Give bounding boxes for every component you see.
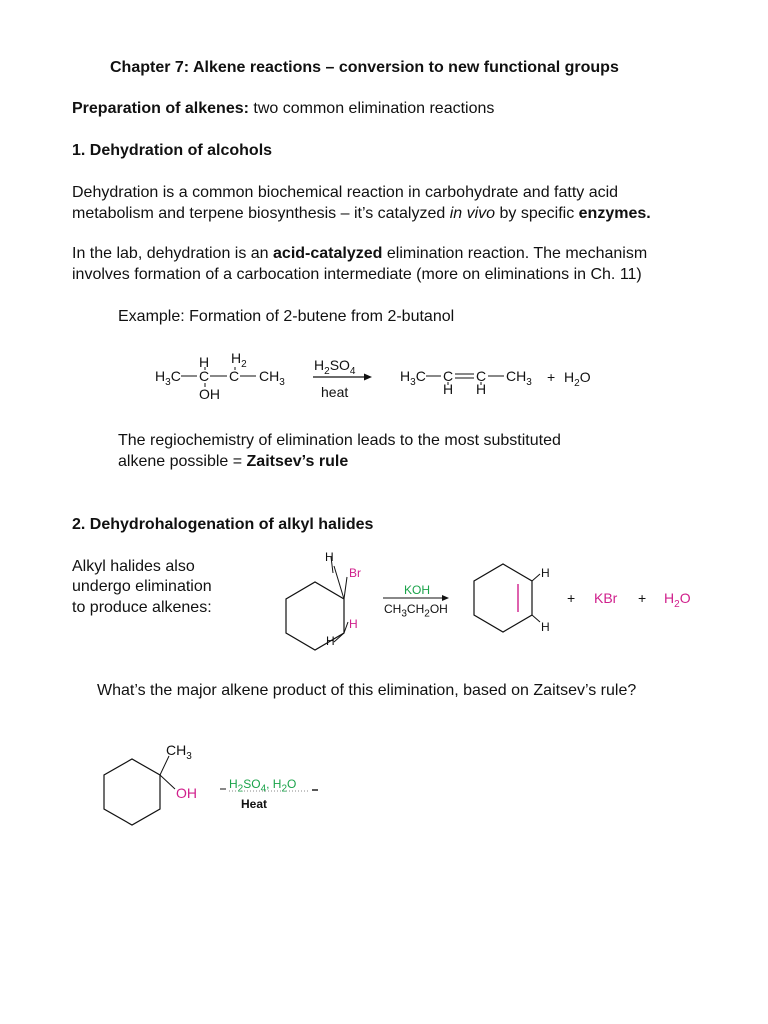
rxn1-ch3: $CH_3$	[259, 368, 285, 388]
rxn1-reagent: $H_2SO_4$	[314, 357, 356, 377]
zaitsev-text-a: alkene possible =	[118, 453, 247, 470]
para1-enzymes: enzymes.	[578, 205, 651, 222]
para2-text-a: In the lab, dehydration is an	[72, 245, 274, 262]
rxn1-p-c3: C	[476, 368, 487, 384]
para1-text-a: metabolism and terpene biosynthesis – it’s catalyzed	[72, 205, 450, 222]
rxn1-condition: heat	[321, 384, 349, 400]
rxn2-br: Br	[349, 566, 361, 580]
rxn1-c3: C	[229, 368, 240, 384]
rxn2-reagent: KOH	[404, 583, 431, 597]
rxn2-plus-2: +	[638, 590, 647, 606]
zaitsev-line1: The regiochemistry of elimination leads to the most substituted	[118, 432, 561, 449]
rxn1-p-h1: H	[443, 381, 454, 397]
section-1-heading: 1. Dehydration of alcohols	[72, 142, 273, 159]
alkyl-line1: Alkyl halides also	[72, 558, 195, 575]
page-title: Chapter 7: Alkene reactions – conversion to new functional groups	[110, 59, 619, 76]
para1-text-c: by specific	[495, 205, 579, 222]
rxn2-plus-1: +	[567, 590, 576, 606]
para1-in-vivo: in vivo	[449, 205, 496, 222]
rxn2-water: $H_2O$	[664, 590, 691, 610]
rxn1-plus: +	[547, 369, 556, 385]
rxn2-p-h-top: H	[541, 566, 550, 580]
zaitsev-rule: Zaitsev’s rule	[246, 453, 349, 470]
rxn3-reagents: $H_2SO_4$, $H_2O$	[229, 777, 297, 795]
rxn2-h-bottom: H	[326, 634, 335, 648]
para2-line2: involves formation of a carbocation intermediate (more on eliminations in Ch. 11)	[72, 266, 642, 283]
para2-acid-catalyzed: acid-catalyzed	[273, 245, 383, 262]
rxn1-water: $H_2O$	[564, 369, 591, 389]
rxn2-h-beta: H	[349, 617, 358, 631]
rxn1-p-c2: C	[443, 368, 454, 384]
question: What’s the major alkene product of this elimination, based on Zaitsev’s rule?	[97, 682, 637, 699]
rxn3-oh: OH	[176, 785, 197, 801]
section-2-heading: 2. Dehydrohalogenation of alkyl halides	[72, 516, 374, 533]
rxn1-oh: OH	[199, 386, 220, 402]
rxn1-p-h3c: $H_3C$	[400, 368, 426, 388]
rxn1-h3c: $H_3C$	[155, 368, 181, 388]
rxn1-h-top: H	[199, 354, 210, 370]
rxn1-c2: C	[199, 368, 210, 384]
example-caption: Example: Formation of 2-butene from 2-butanol	[118, 308, 455, 325]
rxn1-h2: $H_2$	[231, 350, 247, 370]
rxn2-p-h-bottom: H	[541, 620, 550, 634]
alkyl-line2: undergo elimination	[72, 578, 212, 595]
rxn2-solvent: $CH_3CH_2OH$	[384, 602, 448, 620]
rxn3-methyl: $CH_3$	[166, 742, 192, 762]
prep-label: Preparation of alkenes:	[72, 100, 249, 117]
rxn3-condition: Heat	[241, 797, 268, 811]
para1-line1: Dehydration is a common biochemical reaction in carbohydrate and fatty acid	[72, 184, 619, 201]
prep-rest: two common elimination reactions	[248, 100, 495, 117]
rxn2-kbr: KBr	[594, 590, 618, 606]
rxn2-h-top: H	[325, 550, 334, 564]
para2-text-c: elimination reaction. The mechanism	[382, 245, 648, 262]
rxn1-p-ch3: $CH_3$	[506, 368, 532, 388]
alkyl-line3: to produce alkenes:	[72, 599, 212, 616]
rxn1-p-h2: H	[476, 381, 487, 397]
